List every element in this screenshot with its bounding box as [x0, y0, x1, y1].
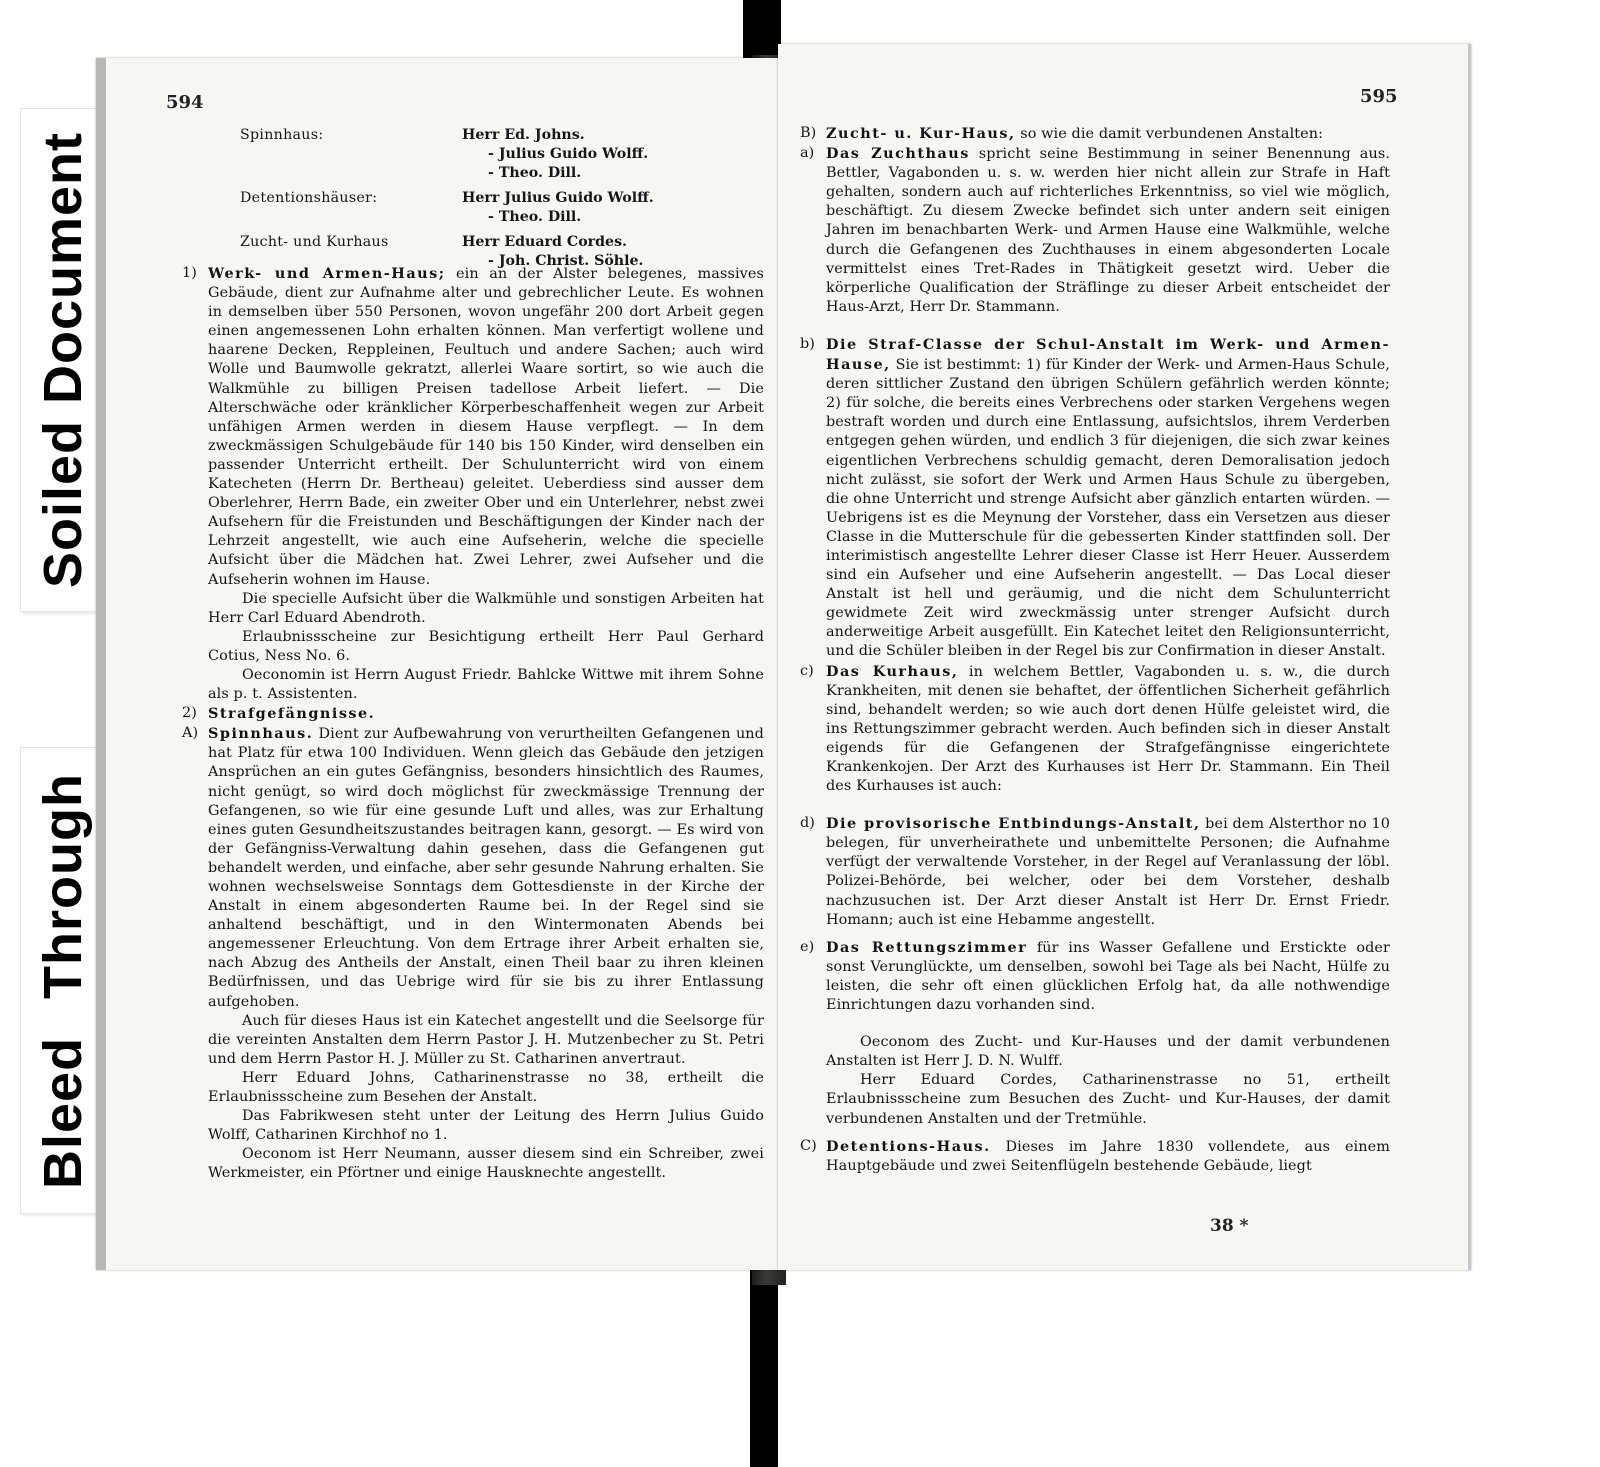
paragraph: Das Fabrikwesen steht unter der Leitung des Herrn Julius Guido Wolff, Catharinen Kirchhof no 1. — [208, 1108, 764, 1144]
staff-row — [240, 164, 710, 183]
section-body — [826, 335, 1390, 662]
section-d — [800, 814, 1390, 930]
staff-name: Herr Ed. Johns. — [462, 127, 585, 143]
section-heading: Spinnhaus. — [208, 725, 314, 743]
section-body — [826, 144, 1390, 317]
soiled-document-text: Soiled Document — [33, 131, 93, 589]
page-number-right: 595 — [1360, 86, 1398, 107]
staff-row-spinnhaus — [240, 126, 710, 145]
left-page — [96, 58, 778, 1270]
section-body — [826, 1033, 1390, 1128]
section-body — [826, 124, 1390, 144]
section-marker: 2) — [182, 705, 197, 722]
section-heading: Detentions-Haus. — [826, 1137, 991, 1155]
staff-name: - Theo. Dill. — [488, 165, 582, 181]
section-marker: e) — [800, 938, 815, 955]
section-e — [800, 938, 1390, 1015]
section-text: Sie ist bestimmt: 1) für Kinder der Werk- und Armen-Haus Schule, deren sittlicher Zustand den übrigen Schülern gefährlich werden könnte; 2) für solche, die bereits eines Verbrechens oder starken Vergehens wegen bestraft worden und durch eine Entlassung, aufsichtslos, ihrem Verderben entgegen gehen würden, und endlich 3 für diejenigen, die sich zwar keines eigentlichen Verbrechens schuldig gemacht, deren Demoralisation jedoch nicht zulässt, sie sofort der Werk und Armen Haus Schule zu übergeben, die ohne Unterricht und strenge Aufsicht aber gänzlich entarten würden. — Uebrigens ist es die Meynung der Vorsteher, dass ein Versetzen aus dieser Classe in die Mutterschule für die gebesserten Kinder stattfinden soll. Der interimistisch angestellte Lehrer dieser Classe ist Herr Heuer. Ausserdem sind ein Aufseher und eine Aufseherin angestellt. — Das Local dieser Anstalt ist hell und geräumig, und die nicht dem Schulunterricht gewidmete Zeit wird zweckmässig unter strenger Aufsicht durch anderweitige Arbeit ausgefüllt. Ein Katechet leitet den Religionsunterricht, und die Schüler bleiben in der Regel bis zur Confirmation in dieser Anstalt. — [826, 357, 1390, 660]
section-marker: A) — [182, 725, 199, 742]
section-heading: Das Rettungszimmer — [826, 938, 1028, 956]
section-text: so wie die damit verbundenen Anstalten: — [1020, 126, 1324, 142]
section-marker: d) — [800, 815, 816, 832]
section-text: ein an der Alster belegenes, massives Gebäude, dient zur Aufnahme alter und gebrechlicher Leute. Es wohnen in demselben über 550 Personen, wovon ungefähr 200 dort Arbeit gegen einen angemessenen Lohn erhalten können. Man verfertigt wollene und haarene Decken, Reppleinen, Feultuch und andere Sachen; auch wird Wolle und Baumwolle gekratzt, allerlei Waare sortirt, so wie auch die Walkmühle zu billigen Preisen tadellose Arbeit liefert. — Die Alterschwäche oder kränklicher Körperbeschaffenheit wegen zur Arbeit unfähigen Armen werden in diesem Hause verpflegt. — In dem zweckmässigen Schulgebäude für 140 bis 150 Kinder, wird denselben ein passender Unterricht ertheilt. Der Schulunterricht wird von einem Katecheten (Herrn Dr. Bertheau) geleitet. Ueberdiess sind ausser dem Oberlehrer, Herrn Bade, ein zweiter Ober und ein Unterlehrer, nebst zwei Aufsehern für die Freistunden und Beschäftigungen der Kinder nach der Lehrzeit angestellt, wie auch eine Aufseherin, welche die specielle Aufsicht über die Mädchen hat. Zwei Lehrer, zwei Aufseher und die Aufseherin wohnen im Hause. — [208, 266, 764, 588]
section-a — [800, 144, 1390, 317]
section-marker-empty — [800, 1033, 826, 1128]
signature-footer: 38 * — [1210, 1216, 1249, 1236]
paragraph: Oeconom ist Herr Neumann, ausser diesem sind ein Schreiber, zwei Werkmeister, ein Pförtner und einige Hausknechte angestellt. — [208, 1146, 764, 1182]
section-2 — [182, 704, 764, 724]
section-text: spricht seine Bestimmung in seiner Benennung aus. Bettler, Vagabonden u. s. w. werden hier nicht allein zur Strafe in Haft gehalten, sondern auch auf richterliches Erkenntniss, so viel wie möglich, beschäftigt. Zu diesem Zwecke befindet sich unter andern seit einigen Jahren im benachbarten Werk- und Armen Hause eine Walkmühle, welche durch die Gefangenen des Zuchthauses in einem abgesonderten Locale vermittelst eines Tret-Rades in Thätigkeit gesetzt wird. Ueber die körperliche Qualification der Sträflinge zu dieser Arbeit entscheidet der Haus-Arzt, Herr Dr. Stammann. — [826, 146, 1390, 315]
section-marker: c) — [800, 662, 814, 679]
section-body — [208, 724, 764, 1183]
section-marker: 1) — [182, 265, 197, 281]
staff-row-zucht — [240, 233, 710, 252]
oeconom-block — [800, 1033, 1390, 1128]
staff-name: - Joh. Christ. Söhle. — [488, 253, 644, 269]
staff-label-spinnhaus: Spinnhaus: — [240, 127, 324, 143]
page-number-left: 594 — [166, 92, 204, 113]
staff-label-empty — [240, 164, 462, 183]
section-heading: Zucht- u. Kur-Haus, — [826, 125, 1016, 142]
section-marker: b) — [800, 335, 816, 352]
section-marker: B) — [800, 125, 817, 141]
section-b — [800, 335, 1390, 662]
section-body — [826, 814, 1390, 930]
section-body — [208, 704, 764, 724]
section-heading: Strafgefängnisse. — [208, 705, 376, 723]
section-heading: Das Kurhaus, — [826, 662, 959, 680]
staff-name: Herr Eduard Cordes. — [462, 234, 627, 250]
right-text-column — [800, 124, 1390, 1176]
bleed-through-text: Bleed Through — [33, 772, 93, 1189]
section-1 — [182, 264, 764, 704]
staff-row — [240, 145, 710, 164]
section-heading: Werk- und Armen-Haus; — [208, 265, 446, 282]
section-text: für ins Wasser Gefallene und Erstickte oder sonst Verunglückte, um denselben, sowohl bei Tage als bei Nacht, Hülfe zu leisten, die sehr oft einen glücklichen Erfolg hat, da alle nothwendige Einrichtungen dazu vorhanden sind. — [826, 939, 1390, 1014]
section-text: Dient zur Aufbewahrung von verurtheilten Gefangenen und hat Platz für etwa 100 Individuen. Wenn gleich das Gebäude den jetzigen Ansprüchen an ein gutes Gefängniss, besonders hinsichtlich des Raumes, nicht genügt, so wird doch möglichst für zweckmässige Trennung der Gefangenen, so wie für eine gesunde Luft und alles, was zur Erhaltung eines guten Gesundheitszustandes beitragen kann, gesorgt. — Es wird von der Gefängniss-Verwaltung dahin gesehen, dass die Gefangenen gut behandelt werden, und einfache, aber sehr gesunde Nahrung erhalten. Sie wohnen wechselsweise Sonntags dem Gottesdienste in der Kirche der Anstalt in einem abgesonderten Raume bei. In der Regel sind sie anhaltend beschäftigt, und in den Wintermonaten Abends bei angemessener Erleuchtung. Von dem Ertrage ihrer Arbeit erhalten sie, nach Abzug des Antheils der Anstalt, einen Theil baar zu ihren kleinen Bedürfnissen, und das Uebrige wird für sie bis zu ihrer Entlassung aufgehoben. — [208, 726, 764, 1010]
section-B — [800, 124, 1390, 144]
section-text: Dieses im Jahre 1830 vollendete, aus einem Hauptgebäude und zwei Seitenflügeln bestehende Gebäude, liegt — [826, 1138, 1390, 1174]
section-text: bei dem Alsterthor no 10 belegen, für unverheirathete und unbemittelte Personen; die Aufnahme verfügt der verwaltende Vorsteher, in der Regel auf Veranlassung der löbl. Polizei-Behörde, bei welcher, oder bei dem Vorsteher, deshalb nachzusuchen ist. Der Arzt dieser Anstalt ist Herr Dr. Ernst Friedr. Homann; auch ist eine Hebamme angestellt. — [826, 816, 1390, 928]
left-text-column — [182, 264, 764, 1184]
staff-row — [240, 208, 710, 227]
paragraph: Die specielle Aufsicht über die Walkmühle und sonstigen Arbeiten hat Herr Carl Eduard Abendroth. — [208, 590, 764, 626]
paragraph: Herr Eduard Cordes, Catharinenstrasse no 51, ertheilt Erlaubnissscheine zum Besuchen des Zucht- und Kur-Hauses, der damit verbundenen Anstalten und der Tretmühle. — [826, 1072, 1390, 1127]
paragraph: Oeconom des Zucht- und Kur-Hauses und der damit verbundenen Anstalten ist Herr J. D. N. Wulff. — [826, 1034, 1390, 1070]
section-heading: Die provisorische Entbindungs-Anstalt, — [826, 815, 1201, 833]
staff-label-detention: Detentionshäuser: — [240, 190, 378, 206]
staff-label-empty — [240, 208, 462, 227]
section-A — [182, 724, 764, 1183]
paragraph: Auch für dieses Haus ist ein Katechet angestellt und die Seelsorge für die vereinten Anstalten dem Herrn Pastor J. H. Mutzenbecher zu St. Petri und dem Herrn Pastor H. J. Müller zu St. Catharinen anvertraut. — [208, 1012, 764, 1067]
paragraph: Herr Eduard Johns, Catharinenstrasse no 38, ertheilt die Erlaubnissscheine zum Besehen der Anstalt. — [208, 1069, 764, 1106]
staff-label-zucht: Zucht- und Kurhaus — [240, 234, 389, 250]
section-body — [826, 662, 1390, 797]
section-body — [208, 264, 764, 704]
bleed-through-label — [20, 747, 106, 1214]
staff-name: Herr Julius Guido Wolff. — [462, 190, 654, 206]
binding-strip-bottom — [750, 1258, 778, 1467]
section-marker: a) — [800, 145, 815, 162]
staff-label-empty — [240, 145, 462, 164]
soiled-document-label — [20, 108, 106, 612]
staff-name: - Julius Guido Wolff. — [488, 146, 649, 162]
paragraph: Erlaubnissscheine zur Besichtigung ertheilt Herr Paul Gerhard Cotius, Ness No. 6. — [208, 628, 764, 664]
section-body — [826, 938, 1390, 1015]
section-c — [800, 662, 1390, 797]
section-heading: Das Zuchthaus — [826, 145, 970, 163]
section-text: in welchem Bettler, Vagabonden u. s. w., die durch Krankheiten, mit denen sie behaftet, der öffentlichen Sicherheit gefährlich sind, behandelt werden; so wie auch dort denen Hülfe geleistet wird, die ins Rettungszimmer gebracht werden. Auch befinden sich in dieser Anstalt eigends für die Gefangenen der Strafgefängnisse eingerichtete Krankenkojen. Der Arzt des Kurhauses ist Herr Dr. Stammann. Ein Theil des Kurhauses ist auch: — [826, 663, 1390, 795]
section-heading: Die Straf-Classe der Schul-Anstalt im Werk- und Armen-Hause, — [826, 335, 1390, 374]
staff-row-detention — [240, 189, 710, 208]
section-marker: C) — [800, 1137, 817, 1154]
staff-list — [240, 126, 710, 271]
right-page — [778, 44, 1471, 1270]
section-C — [800, 1137, 1390, 1176]
paragraph: Oeconomin ist Herrn August Friedr. Bahlcke Wittwe mit ihrem Sohne als p. t. Assistenten. — [208, 666, 764, 703]
staff-name: - Theo. Dill. — [488, 209, 582, 225]
section-body — [826, 1137, 1390, 1176]
